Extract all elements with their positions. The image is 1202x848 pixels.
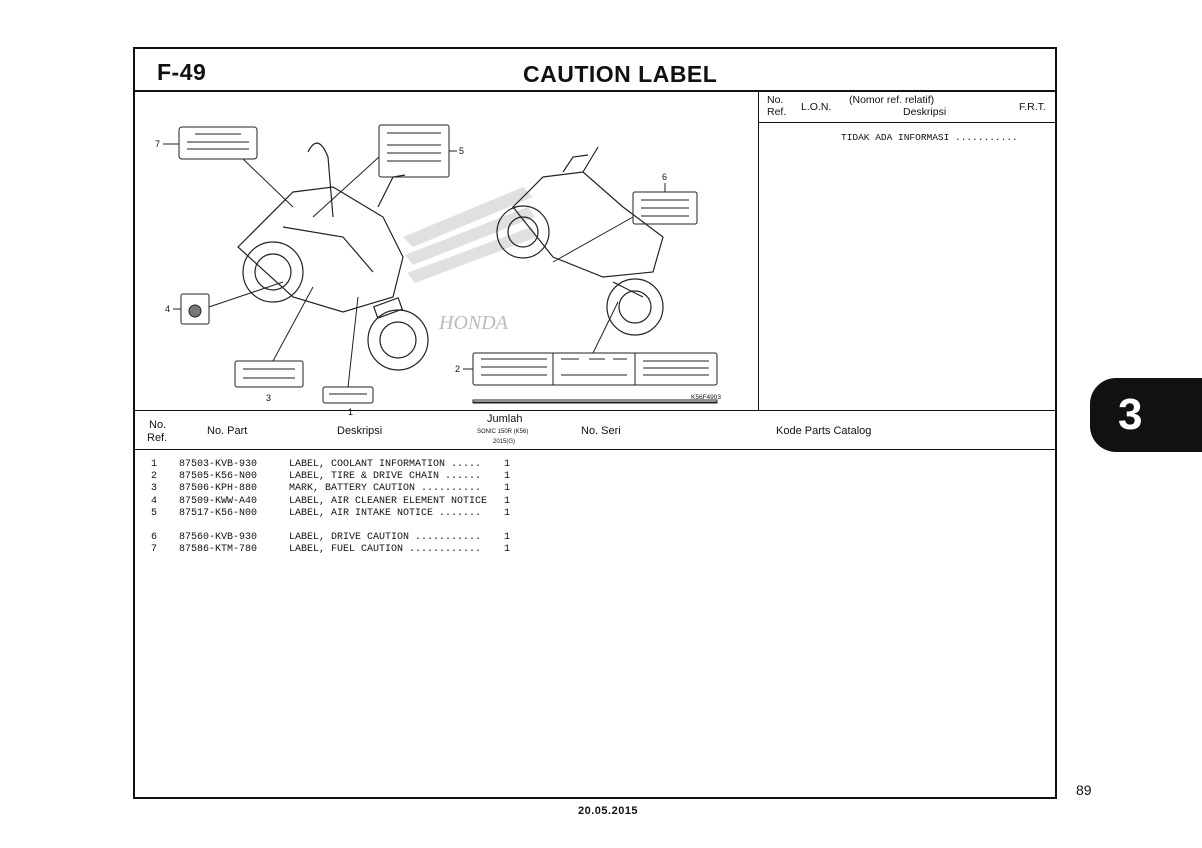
row-ref: 1 bbox=[151, 459, 158, 470]
row-part-number: 87506-KPH-880 bbox=[179, 483, 258, 495]
no-information-text: TIDAK ADA INFORMASI ........... bbox=[841, 132, 1018, 143]
label-2-box bbox=[473, 353, 717, 385]
row-description: LABEL, DRIVE CAUTION ........... bbox=[289, 532, 482, 544]
callout-5: 5 bbox=[459, 146, 465, 156]
table-row bbox=[147, 508, 524, 520]
page-frame bbox=[133, 47, 1057, 799]
parts-header-catalog: Kode Parts Catalog bbox=[776, 425, 872, 437]
row-ref: 3 bbox=[151, 483, 158, 495]
parts-header-year: 2015(G) bbox=[493, 439, 516, 445]
row-part-number: 87503-KVB-930 bbox=[179, 459, 258, 470]
row-quantity: 1 bbox=[504, 471, 511, 483]
row-quantity: 1 bbox=[504, 459, 511, 470]
ref-header-frt: F.R.T. bbox=[1019, 101, 1046, 113]
row-description: LABEL, AIR CLEANER ELEMENT NOTICE bbox=[289, 495, 488, 507]
parts-header-serial: No. Seri bbox=[581, 425, 621, 437]
illustration-divider bbox=[758, 90, 759, 410]
row-ref: 5 bbox=[151, 507, 158, 519]
parts-header-part: No. Part bbox=[207, 425, 248, 437]
parts-list bbox=[147, 459, 524, 557]
table-row bbox=[147, 532, 524, 544]
table-row bbox=[147, 483, 524, 495]
row-quantity: 1 bbox=[504, 544, 511, 556]
parts-header-qty: Jumlah bbox=[487, 413, 523, 425]
row-quantity: 1 bbox=[504, 507, 511, 519]
parts-header-ref: Ref. bbox=[147, 432, 168, 444]
row-quantity: 1 bbox=[504, 532, 511, 544]
callout-3: 3 bbox=[266, 393, 272, 403]
page-number: 89 bbox=[1076, 782, 1092, 798]
motorcycle-left bbox=[238, 143, 428, 370]
row-ref: 6 bbox=[151, 532, 158, 544]
table-row bbox=[147, 471, 524, 483]
figure-id: K56F4903 bbox=[691, 394, 721, 401]
callout-2: 2 bbox=[455, 364, 461, 374]
row-quantity: 1 bbox=[504, 495, 511, 507]
row-part-number: 87517-K56-N00 bbox=[179, 507, 258, 519]
parts-header-no: No. bbox=[149, 419, 167, 431]
row-part-number: 87586-KTM-780 bbox=[179, 544, 258, 556]
row-description: LABEL, AIR INTAKE NOTICE ....... bbox=[289, 507, 482, 519]
table-row bbox=[147, 459, 524, 471]
figure-code: F-49 bbox=[157, 59, 207, 85]
row-part-number: 87505-K56-N00 bbox=[179, 471, 258, 483]
table-row bbox=[147, 544, 524, 556]
row-ref: 7 bbox=[151, 544, 158, 556]
parts-header-top-divider bbox=[135, 410, 1055, 411]
ref-header-nomor: (Nomor ref. relatif) bbox=[849, 94, 935, 106]
row-ref: 2 bbox=[151, 471, 158, 483]
row-description: MARK, BATTERY CAUTION .......... bbox=[289, 483, 482, 495]
callout-7: 7 bbox=[155, 139, 161, 149]
ref-header-lon: L.O.N. bbox=[801, 101, 832, 113]
row-part-number: 87560-KVB-930 bbox=[179, 532, 258, 544]
parts-header-desc: Deskripsi bbox=[337, 425, 383, 437]
header-divider bbox=[135, 90, 1055, 92]
honda-wing-watermark bbox=[403, 187, 537, 283]
ref-header-ref: Ref. bbox=[767, 106, 787, 118]
honda-watermark-text: HONDA bbox=[439, 312, 508, 334]
row-quantity: 1 bbox=[504, 483, 511, 495]
page-title: CAUTION LABEL bbox=[523, 61, 718, 87]
row-part-number: 87509-KWW-A40 bbox=[179, 495, 258, 507]
parts-header-bottom-divider bbox=[135, 449, 1055, 450]
illustration-details bbox=[143, 97, 748, 417]
row-description: LABEL, TIRE & DRIVE CHAIN ...... bbox=[289, 471, 482, 483]
ref-header-deskripsi: Deskripsi bbox=[903, 106, 947, 118]
ref-header-no: No. bbox=[767, 94, 784, 106]
parts-header-model: SONIC 150R (K56) bbox=[477, 429, 529, 435]
row-description: LABEL, COOLANT INFORMATION ..... bbox=[289, 459, 482, 470]
callout-4: 4 bbox=[165, 304, 171, 314]
section-tab: 3 bbox=[1090, 378, 1202, 452]
reference-header-divider bbox=[758, 122, 1055, 123]
row-ref: 4 bbox=[151, 495, 158, 507]
row-description: LABEL, FUEL CAUTION ............ bbox=[289, 544, 482, 556]
callout-1: 1 bbox=[348, 407, 354, 417]
callout-6: 6 bbox=[662, 172, 668, 182]
table-row bbox=[147, 496, 524, 508]
print-date: 20.05.2015 bbox=[578, 805, 639, 817]
